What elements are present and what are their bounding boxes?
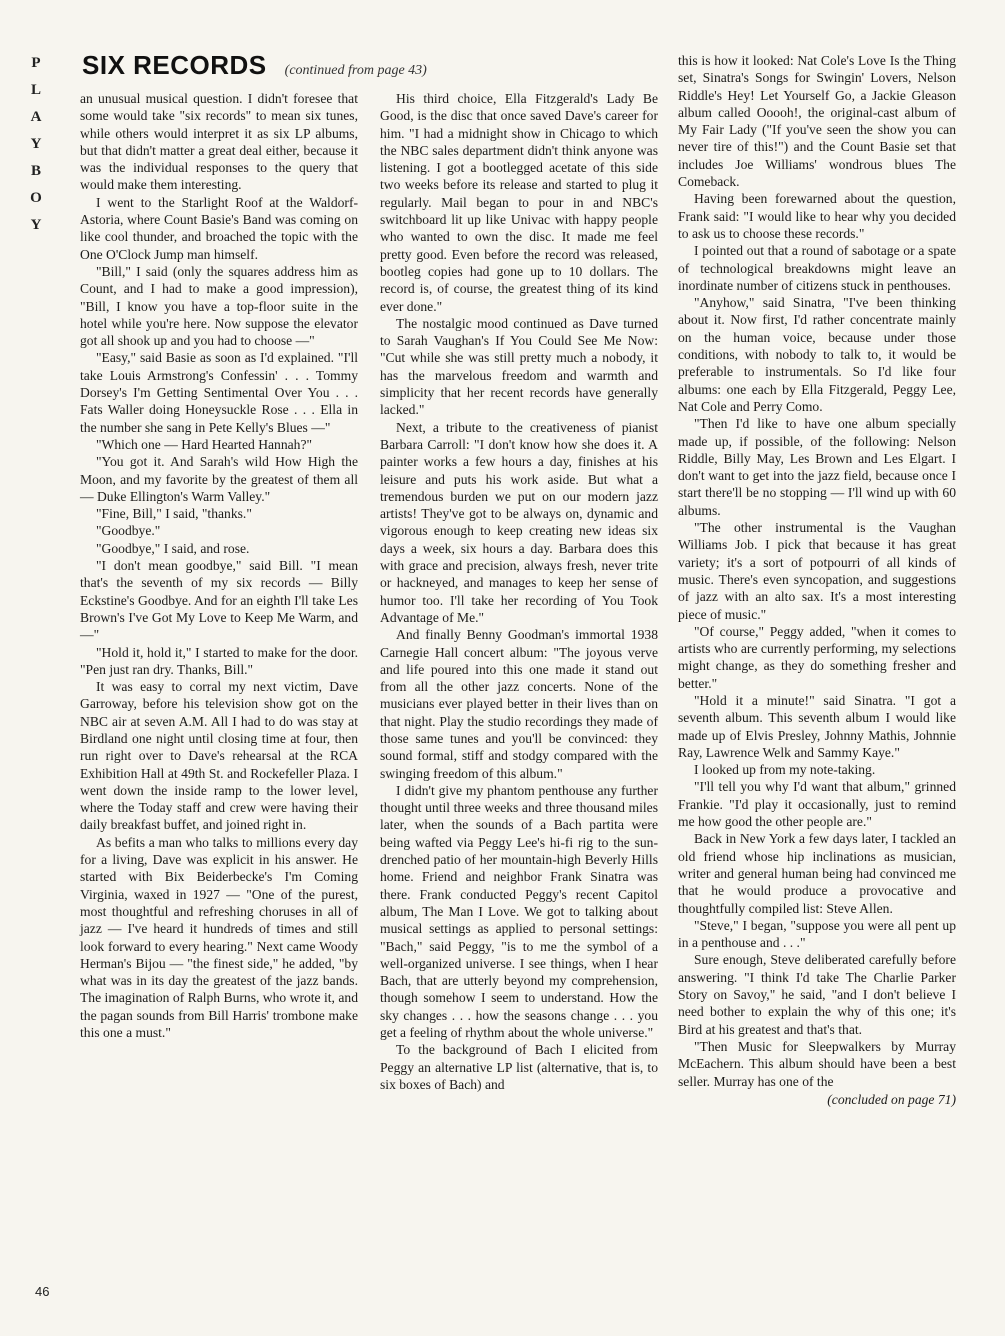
paragraph: "Goodbye." — [96, 523, 161, 539]
paragraph: "I'll tell you why I'd want that album," grinned Frankie. "I'd play it occasionally, just to remind me how good the other people are." — [678, 779, 956, 830]
paragraph: "Which one — Hard Hearted Hannah?" — [96, 436, 313, 452]
paragraph: Next, a tribute to the creativeness of pianist Barbara Carroll: "I don't know how she does it. A painter works a few hours a day, finishes at his leisure and puts his work aside. But what a tremendous burden we put on our modern jazz artists! They've got to be always on, dynamic and vigorous enough to keep creating new ideas six days a week, six hours a day. Barbara does this with grace and precision, always fresh, never trite or hackneyed, and manages to keep her sense of humor too. I'll take her recording of You Took Advantage of Me." — [380, 419, 658, 625]
paragraph: To the background of Bach I elicited from Peggy an alternative LP list (alternative, that is, to six boxes of Bach) and — [380, 1042, 658, 1092]
paragraph: "Then Music for Sleepwalkers by Murray McEachern. This album should have been a best seller. Murray has one of the — [678, 1038, 956, 1089]
masthead-letter: L — [30, 82, 41, 98]
masthead-letter: P — [31, 55, 41, 71]
paragraph: "Goodbye," I said, and rose. — [96, 540, 250, 556]
masthead-letter: Y — [30, 136, 42, 152]
paragraph: I pointed out that a round of sabotage or a spate of technological breakdowns might leave an inordinate number of citizens stuck in penthouses. — [678, 243, 956, 293]
paragraph: this is how it looked: Nat Cole's Love Is the Thing set, Sinatra's Songs for Swingin' Lovers, Nelson Riddle's Hey! Let Yourself Go, a Jackie Gleason album called Ooooh!, the original-cast album of My Fair Lady ("If you've seen the show you can never tire of this!") and the Count Basie set that includes Joe Williams' wondrous blues The Comeback. — [678, 53, 956, 190]
paragraph: I didn't give my phantom penthouse any further thought until three weeks and three thousand miles later, when the sounds of a Bach partita were being wafted via Peggy Lee's hi-fi rig to the sun-drenched patio of her mountain-high Beverly Hills home. Friend and neighbor Frank Sinatra was there. Frank conducted Peggy's recent Capitol album, The Man I Love. We got to talking about musical settings as applied to personal settings: "Bach," said Peggy, "is to me the symbol of a well-organized universe. I see things, when I hear Bach, that are utterly beyond my comprehension, though somehow I seem to understand. How the sky changes . . . how the seasons change . . . you get a feeling of rhythm about the whole universe." — [380, 782, 658, 1041]
paragraph: I went to the Starlight Roof at the Waldorf-Astoria, where Count Basie's Band was coming on like cool thunder, and broached the topic with the One O'Clock Jump man himself. — [80, 194, 358, 262]
paragraph: "Of course," Peggy added, "when it comes to artists who are currently performing, my selections might change, as they do something fresher and better." — [678, 623, 956, 691]
paragraph: "Bill," I said (only the squares address him as Count, and I had to make a good impression), "Bill, I know you have a top-floor suite in the hotel while you're here. Now suppose the elevator got all shook up and you had to choose —" — [80, 263, 358, 349]
paragraph: "Anyhow," said Sinatra, "I've been thinking about it. Now first, I'd rather concentrate mainly on the human voice, because under those conditions, with nobody to talk to, it would be preferable to instrumentals. So I'd like four albums: one each by Ella Fitzgerald, Peggy Lee, Nat Cole and Perry Como. — [678, 295, 956, 414]
text-column-1 — [80, 90, 358, 1041]
continued-note: (continued from page 43) — [284, 63, 427, 78]
paragraph: "Steve," I began, "suppose you were all pent up in a penthouse and . . ." — [678, 917, 956, 951]
page-number: 46 — [35, 1284, 50, 1299]
paragraph: And finally Benny Goodman's immortal 1938 Carnegie Hall concert album: "The joyous verve and life poured into this one made it stand out from all the other jazz concerts. None of the musicians ever played better in their lives than on that night. Play the studio recordings they made of those same tunes and you'll be convinced: they sound formal, stiff and stodgy compared with the swinging freedom of this album." — [380, 627, 658, 781]
paragraph: "Fine, Bill," I said, "thanks." — [96, 506, 252, 522]
paragraph: "Hold it, hold it," I started to make for the door. "Pen just ran dry. Thanks, Bill." — [80, 644, 358, 677]
masthead-letter: Y — [30, 217, 42, 233]
paragraph: "The other instrumental is the Vaughan Williams Job. I pick that because it has great variety; it's a sort of potpourri of all kinds of music. There's even syncopation, and suggestions of jazz with an alto sax. It's a most interesting piece of music." — [678, 520, 956, 622]
masthead-playboy — [26, 50, 46, 239]
masthead-letter: A — [30, 109, 42, 125]
concluded-note: (concluded on page 71) — [827, 1091, 956, 1107]
paragraph: "Then I'd like to have one album specially made up, if possible, of the following: Nelson Riddle, Billy May, Les Brown and Les Elgart. I don't want to get into the jazz field, because once I start there'll be no stopping — I'll wind up with 60 albums. — [678, 416, 956, 518]
paragraph: Back in New York a few days later, I tackled an old friend whose hip inclinations as musician, writer and general human being had convinced me that he would produce a provocative and thoughtfully compiled list: Steve Allen. — [678, 831, 956, 916]
paragraph: "You got it. And Sarah's wild How High the Moon, and my favorite by the greatest of them all — Duke Ellington's Warm Valley." — [80, 454, 358, 504]
paragraph: As befits a man who talks to millions every day for a living, Dave was explicit in his answer. He started with Bix Beiderbecke's I'm Coming Virginia, waxed in 1927 — "One of the purest, most thoughtful and refreshing choruses in all of jazz — I've heard it hundreds of times and still look forward to every hearing." Next came Woody Herman's Bijou — "the finest side," he added, "by what was in its day the greatest of the jazz bands. The imagination of Ralph Burns, who wrote it, and the pagan sounds from Bill Harris' trombone make this one a must." — [80, 834, 358, 1041]
paragraph: His third choice, Ella Fitzgerald's Lady Be Good, is the disc that once saved Dave's career for him. "I had a midnight show in Chicago to which the NBC sales department didn't think anyone was listening. I got a bootlegged acetate of this side two weeks before its release and started to plug it regularly. Mail began to pour in and NBC's switchboard lit up like Univac with happy people who wanted to own the disc. It made me feel pretty good. Even before the record was released, bootleg copies had gone up to 10 dollars. The record is, of course, the greatest thing of its kind ever done." — [380, 91, 658, 314]
article-title: SIX RECORDS — [82, 50, 267, 80]
paragraph: The nostalgic mood continued as Dave turned to Sarah Vaughan's If You Could See Me Now: "Cut while she was still pretty much a nobody, it has the marvelous freedom and warmth and simplicity that her recent records have generally lacked." — [380, 315, 658, 418]
masthead-letter: B — [30, 163, 41, 179]
paragraph: "I don't mean goodbye," said Bill. "I mean that's the seventh of my six records — Billy Eckstine's Goodbye. And for an eighth I'll take Les Brown's I've Got My Love to Keep Me Warm, and —" — [80, 558, 358, 643]
masthead-letter: O — [30, 190, 42, 206]
text-column-2 — [380, 90, 658, 1093]
paragraph: It was easy to corral my next victim, Dave Garroway, before his television show got on the NBC air at seven A.M. All I had to do was stay at Birdland one night until closing time at four, then run right over to Dave's rehearsal at the RCA Exhibition Hall at 49th St. and Rockefeller Plaza. I went down the inside ramp to the lower level, where the Today staff and crew were having their daily breakfast buffet, and joined right in. — [80, 679, 358, 833]
paragraph: an unusual musical question. I didn't foresee that some would take "six records" to mean six tunes, while others would interpret it as six LP albums, but that didn't matter a great deal either, because it was the individual responses to the query that would make them interesting. — [80, 91, 358, 193]
paragraph: I looked up from my note-taking. — [694, 762, 876, 778]
paragraph: Sure enough, Steve deliberated carefully before answering. "I think I'd take The Charlie Parker Story on Savoy," he said, "and I don't believe I need bother to explain the why of this one; it's Bird at his greatest and that's that. — [678, 952, 956, 1037]
paragraph: "Hold it a minute!" said Sinatra. "I got a seventh album. This seventh album I would like made up of Elvis Presley, Johnny Mathis, Johnnie Ray, Lawrence Welk and Sammy Kaye." — [678, 692, 956, 760]
article-header — [82, 50, 427, 90]
paragraph: "Easy," said Basie as soon as I'd explained. "I'll take Louis Armstrong's Confessin' . . . Tommy Dorsey's I'm Getting Sentimental Over You . . . Fats Waller doing Honeysuckle Rose . . . Ella in the number she sang in Pete Kelly's Blues —" — [80, 350, 358, 435]
text-column-3 — [678, 52, 956, 1108]
paragraph: Having been forewarned about the question, Frank said: "I would like to hear why you decided to ask us to choose these records." — [678, 191, 956, 241]
